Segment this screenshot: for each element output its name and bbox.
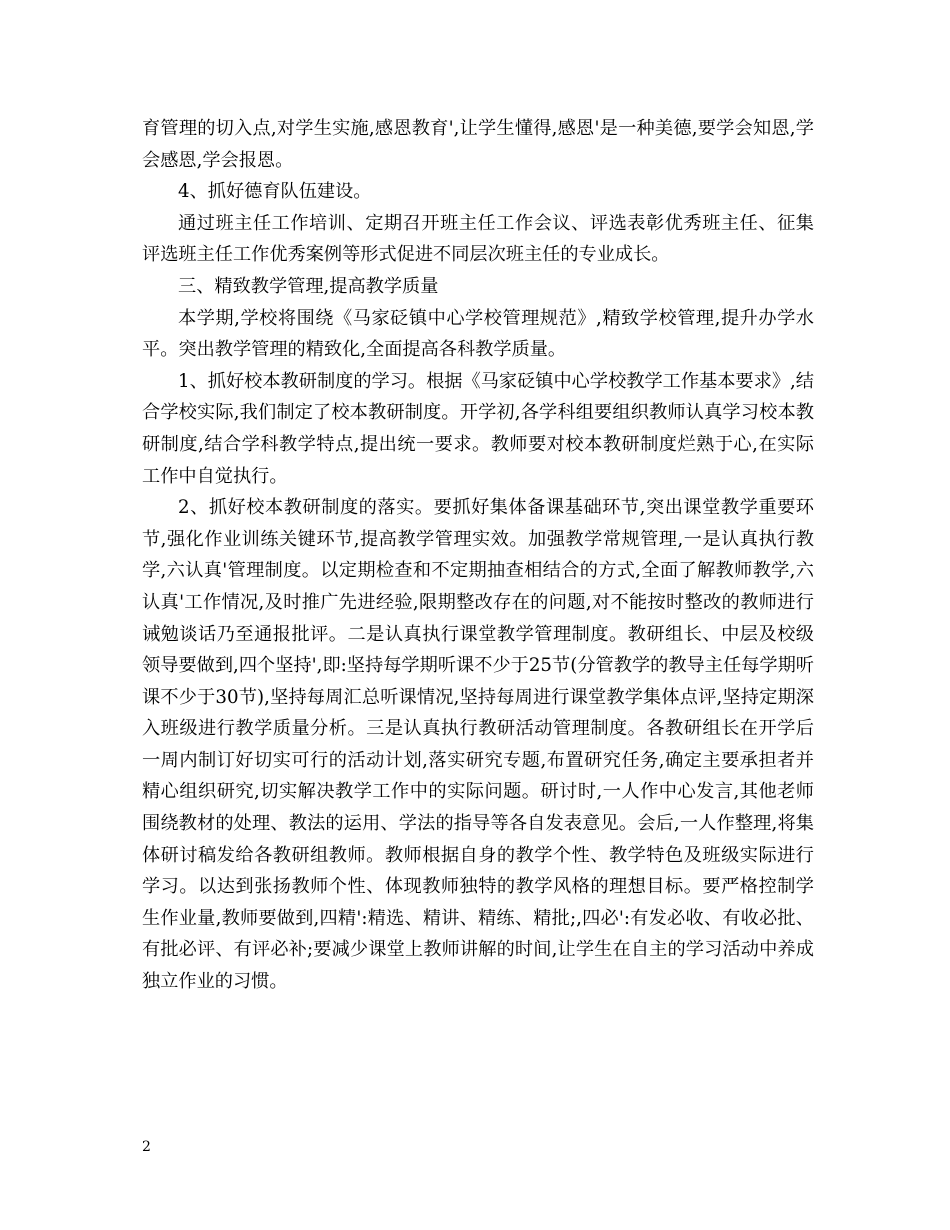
paragraph-6: 1、抓好校本教研制度的学习。根据《马家砭镇中心学校教学工作基本要求》,结合学校实际,我们制定了校本教研制度。开学初,各学科组要组织教师认真学习校本教研制度,结合学科教学特点,提出统一要求。教师要对校本教研制度烂熟于心,在实际工作中自觉执行。 <box>142 370 814 487</box>
page-number: 2 <box>142 1139 151 1155</box>
section-heading: 三、精致教学管理,提高教学质量 <box>178 275 439 297</box>
paragraph-3: 通过班主任工作培训、定期召开班主任工作会议、评选表彰优秀班主任、征集评选班主任工作优秀案例等形式促进不同层次班主任的专业成长。 <box>142 212 814 266</box>
body-text <box>142 113 814 998</box>
paragraph-7: 2、抓好校本教研制度的落实。要抓好集体备课基础环节,突出课堂教学重要环节,强化作业训练关键环节,提高教学管理实效。加强教学常规管理,一是认真执行教学,六认真'管理制度。以定期检查和不定期抽查相结合的方式,全面了解教师教学,六认真'工作情况,及时推广先进经验,限期整改存在的问题,对不能按时整改的教师进行诫勉谈话乃至通报批评。二是认真执行课堂教学管理制度。教研组长、中层及校级领导要做到,四个坚持',即:坚持每学期听课不少于25节(分管教学的教导主任每学期听课不少于30节),坚持每周汇总听课情况,坚持每周进行课堂教学集体点评,坚持定期深入班级进行教学质量分析。三是认真执行教研活动管理制度。各教研组长在开学后一周内制订好切实可行的活动计划,落实研究专题,布置研究任务,确定主要承担者并精心组织研究,切实解决教学工作中的实际问题。研讨时,一人作中心发言,其他老师围绕教材的处理、教法的运用、学法的指导等各自发表意见。会后,一人作整理,将集体研讨稿发给各教研组教师。教师根据自身的教学个性、教学特色及班级实际进行学习。以达到张扬教师个性、体现教师独特的教学风格的理想目标。要严格控制学生作业量,教师要做到,四精':精选、精讲、精练、精批;,四必':有发必收、有收必批、有批必评、有评必补;要减少课堂上教师讲解的时间,让学生在自主的学习活动中养成独立作业的习惯。 <box>142 497 814 993</box>
paragraph-2: 4、抓好德育队伍建设。 <box>178 181 372 203</box>
paragraph-5: 本学期,学校将围绕《马家砭镇中心学校管理规范》,精致学校管理,提升办学水平。突出教学管理的精致化,全面提高各科教学质量。 <box>142 307 814 361</box>
paragraph-1: 育管理的切入点,对学生实施,感恩教育',让学生懂得,感恩'是一种美德,要学会知恩,学会感恩,学会报恩。 <box>142 118 814 171</box>
